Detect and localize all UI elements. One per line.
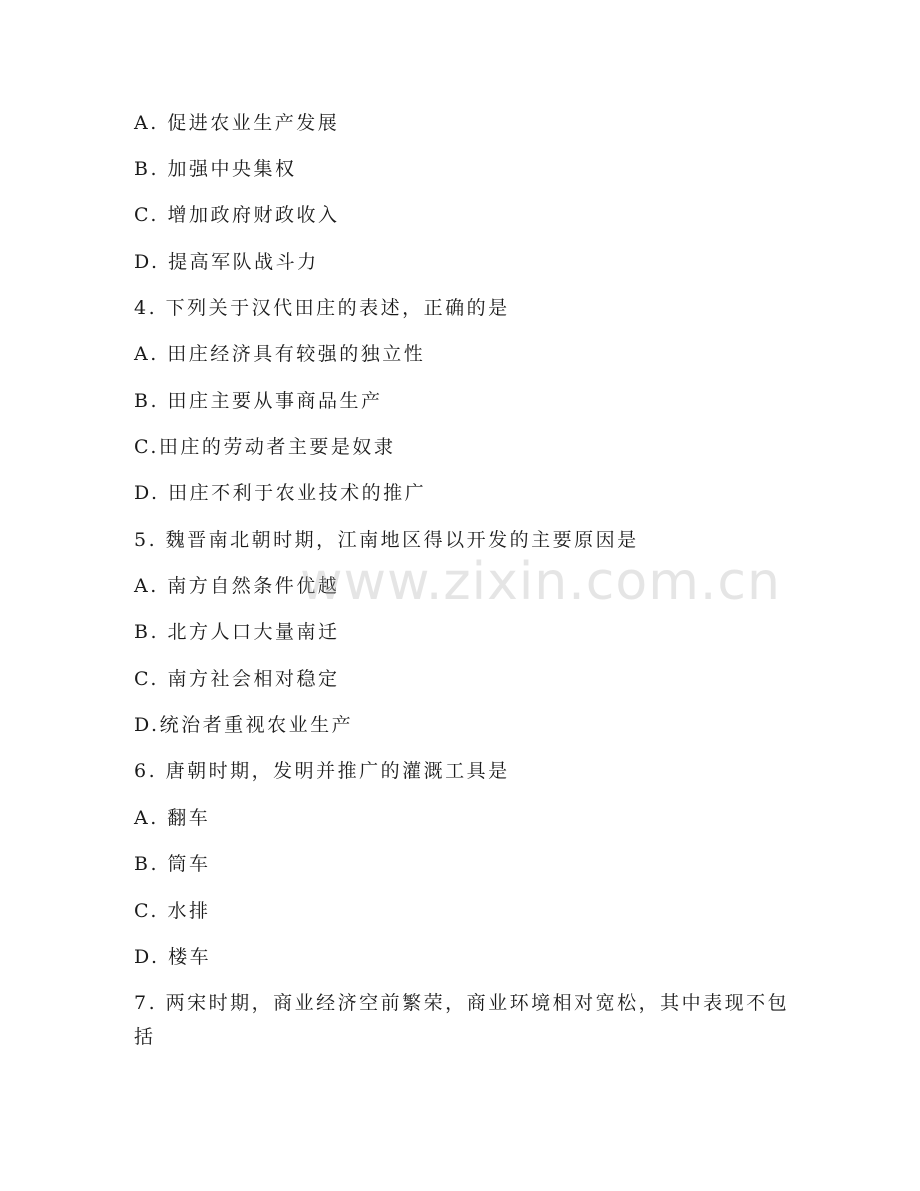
- option-a-q6: A. 翻车: [134, 807, 211, 829]
- question-5: 5. 魏晋南北朝时期，江南地区得以开发的主要原因是: [134, 529, 639, 551]
- option-c-q4: C.田庄的劳动者主要是奴隶: [134, 436, 396, 458]
- option-a-q4: A. 田庄经济具有较强的独立性: [134, 343, 426, 365]
- option-d-q5: D.统治者重视农业生产: [134, 714, 354, 736]
- option-c-q3: C. 增加政府财政收入: [134, 204, 340, 226]
- option-d-q6: D. 楼车: [134, 946, 212, 968]
- option-b-q5: B. 北方人口大量南迁: [134, 621, 340, 643]
- question-6: 6. 唐朝时期，发明并推广的灌溉工具是: [134, 760, 510, 782]
- option-b-q3: B. 加强中央集权: [134, 158, 297, 180]
- option-b-q4: B. 田庄主要从事商品生产: [134, 390, 383, 412]
- option-c-q5: C. 南方社会相对稳定: [134, 668, 340, 690]
- option-d-q4: D. 田庄不利于农业技术的推广: [134, 482, 427, 504]
- option-b-q6: B. 筒车: [134, 853, 211, 875]
- watermark: www.zixin.com.cn: [300, 552, 781, 612]
- option-a-q3: A. 促进农业生产发展: [134, 112, 340, 134]
- option-d-q3: D. 提高军队战斗力: [134, 251, 319, 273]
- option-c-q6: C. 水排: [134, 900, 211, 922]
- question-7: 7. 两宋时期，商业经济空前繁荣，商业环境相对宽松，其中表现不包括: [134, 992, 790, 1048]
- option-a-q5: A. 南方自然条件优越: [134, 575, 340, 597]
- question-4: 4. 下列关于汉代田庄的表述，正确的是: [134, 297, 510, 319]
